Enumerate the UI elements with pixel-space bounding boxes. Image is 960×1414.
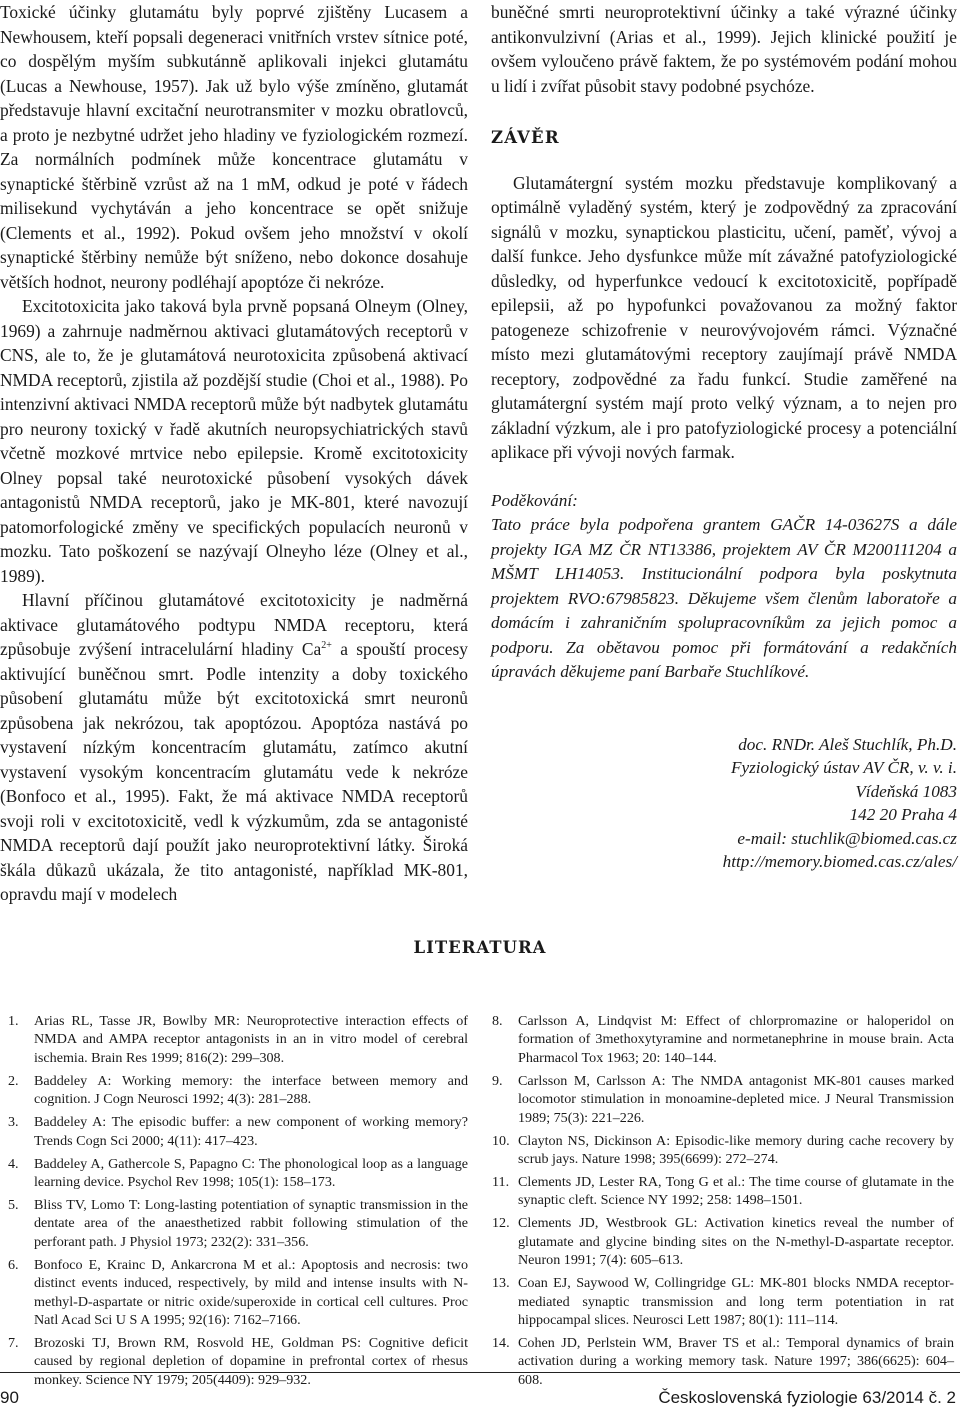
reference-item [492,1214,954,1269]
conclusion-heading: ZÁVĚR [491,128,560,147]
reference-number: 3. [8,1114,19,1131]
reference-number: 9. [492,1072,503,1089]
paragraph-nmda-cause-part2: a spouští procesy aktivující buněčnou smrt. Podle intenzity a doby toxického působení glutamátu může být excitotoxická smrt neuronů způsobena jak nekrózou, tak apoptózou. Apoptóza nastává po vystavení nízkým koncentracím glutamátu, zatímco akutní vystavení vysokým koncentracím glutamátu vede k nekróze (Bonfoco et al., 1995). Fakt, že má aktivace NMDA receptorů svoji roli v excitotoxicitě, vedl k výzkumům, zda se antagonisté NMDA receptorů dají použít jako neuroprotektivní látky. Široká škála důkazů ukázala, že tito antagonisté, například MK-801, opravdu mají v modelech [0,639,468,904]
reference-text: Cohen JD, Perlstein WM, Braver TS et al.: Temporal dynamics of brain activation during a working memory task. Nature 1997; 386(6625): 604–608. [518,1335,954,1388]
reference-text: Carlsson M, Carlsson A: The NMDA antagonist MK-801 causes marked locomotor stimulation in monoamine-depleted mice. J Neural Transmission 1989; 75(3): 221–226. [518,1072,954,1126]
reference-item [8,1155,468,1192]
references-right-column [492,1012,954,1394]
reference-item [492,1173,954,1210]
reference-text: Clements JD, Westbrook GL: Activation kinetics reveal the number of glutamate and glycine binding sites on the N-methyl-D-aspartate receptor. Neuron 1991; 7(4): 605–613. [518,1215,954,1269]
author-signature-block [491,733,957,874]
paragraph-continued: buněčné smrti neuroprotektivní účinky a také výrazné účinky antikonvulzivní (Arias et al., 1999). Jejich klinické použití je ovšem vyloučeno právě faktem, že po systémovém podání mohou u lidí i zvířat působit stavy podobné psychóze. [491,2,957,96]
paragraph-conclusion: Glutamátergní systém mozku představuje komplikovaný a optimálně vyladěný systém, který je zodpovědný za zpracování signálů v mozku, synaptickou plasticitu, učení, paměť, vývoj a další funkce. Jeho dysfunkce může mít závažné patofyziologické důsledky, od hyperfunkce vedoucí k excitotoxicitě, popřípadě epilepsii, až po hypofunkci považovanou za možný faktor patogeneze schizofrenie v neurovývojovém rámci. Význačné místo mezi glutamátovými receptory zaujímají právě NMDA receptory, zodpovědné za řadu funkcí. Studie zaměřené na glutamátergní systém mají proto velký význam, a to nejen pro základní výzkum, ale i pro patofyziologické procesy a potenciální aplikace při vývoji nových farmak. [491,172,957,462]
reference-text: Clements JD, Lester RA, Tong G et al.: The time course of glutamate in the synaptic cleft. Science NY 1992; 258: 1498–1501. [518,1174,954,1209]
reference-item [8,1256,468,1330]
reference-text: Coan EJ, Saywood W, Collingridge GL: MK-801 blocks NMDA receptor-mediated synaptic transmission and long term potentiation in rat hippocampal slices. Neurosci Lett 1987; 80(1): 111–114. [518,1275,954,1329]
reference-text: Bonfoco E, Krainc D, Ankarcrona M et al.: Apoptosis and necrosis: two distinct events induced, respectively, by mild and intense insults with N-methyl-D-aspartate or nitric oxide/superoxide in cortical cell cultures. Proc Natl Acad Sci U S A 1995; 92(16): 7162–7166. [34,1256,468,1329]
reference-text: Baddeley A: The episodic buffer: a new component of working memory? Trends Cogn Sci 2000; 4(11): 417–423. [34,1114,468,1149]
calcium-superscript: 2+ [321,640,332,652]
author-name: doc. RNDr. Aleš Stuchlík, Ph.D. [738,734,957,754]
acknowledgements-text: Tato práce byla podpořena grantem GAČR 14-03627S a dále projekty IGA MZ ČR NT13386, projektem AV ČR M200111204 a MŠMT LH14053. Institucionální podpora byla poskytnuta projektem RVO:67985823. Děkujeme všem členům laboratoře a domácím i zahraničním spolupracovníkům za jejich pomoc a podporu. Za obětavou pomoc při formátování a redakčních úpravách děkujeme paní Barbaře Stuchlíkové. [491,515,957,681]
reference-text: Carlsson A, Lindqvist M: Effect of chlorpromazine or haloperidol on formation of 3methoxytyramine and normetanephrine in mouse brain. Acta Pharmacol Tox 1963; 20: 140–144. [518,1013,954,1066]
author-website[interactable]: http://memory.biomed.cas.cz/ales/ [722,852,957,871]
reference-number: 5. [8,1197,19,1214]
author-email[interactable]: e-mail: stuchlik@biomed.cas.cz [737,828,957,848]
left-text-column [0,0,468,907]
reference-number: 7. [8,1335,19,1352]
reference-item [8,1334,468,1389]
paragraph-toxic-effects: Toxické účinky glutamátu byly poprvé zjištěny Lucasem a Newhousem, kteří popsali degeneraci vnitřních vrstev sítnice poté, co dospělým myším subkutánně aplikovali injekci glutamátu (Lucas a Newhouse, 1957). Jak už bylo výše zmíněno, glutamát představuje hlavní excitační neurotransmiter v mozku obratlovců, a proto je nezbytné udržet jeho hladiny ve fyziologickém rozmezí. Za normálních podmínek může koncentrace glutamátu v synaptické štěrbině vzrůst až na 1 mM, odkud je poté v řádech milisekund vychytáván a jeho koncentrace se opět snižuje (Clements et al., 1992). Pokud ovšem jeho množství v okolí synaptické štěrbiny nemůže být sníženo, nebo dokonce dosahuje větších hodnot, neurony podléhají apoptóze či nekróze. [0,2,468,292]
reference-item [8,1072,468,1109]
reference-text: Baddeley A, Gathercole S, Papagno C: The phonological loop as a language learning device. Psychol Rev 1998; 105(1): 158–173. [34,1155,468,1191]
acknowledgements [491,489,957,685]
page-number: 90 [0,1388,19,1407]
reference-text: Baddeley A: Working memory: the interface between memory and cognition. J Cogn Neurosci 1992; 4(3): 281–288. [34,1072,468,1108]
right-text-column [491,0,957,874]
reference-text: Bliss TV, Lomo T: Long-lasting potentiation of synaptic transmission in the dentate area of the anaesthetized rabbit following stimulation of the perforant path. J Physiol 1973; 232(2): 331–356. [34,1197,468,1250]
reference-number: 10. [492,1132,510,1149]
reference-item [492,1334,954,1389]
author-street: Vídeňská 1083 [855,781,957,801]
reference-number: 12. [492,1215,510,1232]
reference-number: 11. [492,1174,510,1191]
references-left-column [8,1012,468,1394]
paragraph-excitotoxicity: Excitotoxicita jako taková byla prvně popsaná Olneym (Olney, 1969) a zahrnuje nadměrnou aktivaci glutamátových receptorů v CNS, ale to, že je glutamátová neurotoxicita způsobená aktivací NMDA receptorů, zjistila až pozdější studie (Choi et al., 1988). Po intenzivní aktivaci NMDA receptorů může být nadbytek glutamátu pro neurony toxický v řadě akutních neuropsychiatrických stavů včetně mozkové mrtvice nebo epilepsie. Kromě excitotoxicity Olney popsal také neurotoxické působení vysokých dávek antagonistů NMDA receptorů, jako je MK-801, které navozují patomorfologické změny ve specifických populacích neuronů v mozku. Tato poškození se nazývají Olneyho léze (Olney et al., 1989). [0,296,468,586]
journal-citation: Československá fyziologie 63/2014 č. 2 [658,1388,956,1407]
reference-item [8,1012,468,1067]
reference-number: 1. [8,1013,19,1029]
reference-text: Brozoski TJ, Brown RM, Rosvold HE, Goldman PS: Cognitive deficit caused by regional depletion of dopamine in prefrontal cortex of rhesus monkey. Science NY 1979; 205(4409): 929–932. [34,1335,468,1388]
literature-heading: LITERATURA [413,938,547,957]
reference-number: 8. [492,1013,503,1029]
reference-item [492,1274,954,1329]
paragraph-nmda-cause [0,588,468,907]
reference-text: Arias RL, Tasse JR, Bowlby MR: Neuroprotective interaction effects of NMDA and AMPA receptor antagonists in an in vitro model of cerebral ischemia. Brain Res 1999; 816(2): 299–308. [34,1013,468,1066]
paragraph-nmda-cause-part1: Hlavní příčinou glutamátové excitotoxicity je nadměrná aktivace glutamátového podtypu NMDA receptoru, která způsobuje zvýšení intracelulární hladiny Ca [0,590,468,659]
reference-item [492,1012,954,1067]
footer-divider [0,1372,960,1373]
author-city: 142 20 Praha 4 [849,805,957,824]
author-institution: Fyziologický ústav AV ČR, v. v. i. [730,758,957,777]
reference-number: 14. [492,1335,510,1352]
reference-item [492,1132,954,1169]
acknowledgements-heading: Poděkování: [491,490,578,510]
reference-number: 2. [8,1072,19,1089]
reference-item [8,1113,468,1150]
reference-number: 13. [492,1275,510,1292]
reference-number: 6. [8,1256,19,1273]
reference-number: 4. [8,1155,19,1172]
reference-item [8,1196,468,1251]
reference-text: Clayton NS, Dickinson A: Episodic-like memory during cache recovery by scrub jays. Nature 1998; 395(6699): 272–274. [518,1132,954,1168]
reference-item [492,1072,954,1127]
